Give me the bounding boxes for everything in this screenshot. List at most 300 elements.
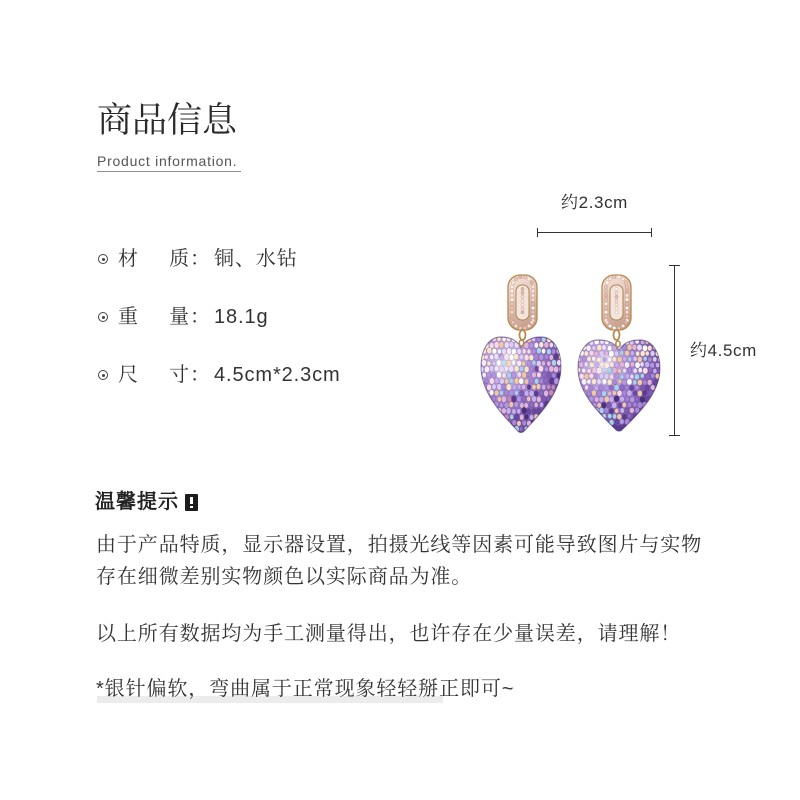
crystal [537, 348, 542, 354]
crystal [586, 413, 591, 419]
crystal [653, 357, 657, 362]
crystal [497, 432, 502, 438]
crystal [627, 402, 631, 407]
crystal [579, 408, 583, 413]
crystal [605, 385, 609, 390]
crystal [591, 413, 596, 419]
stud-crystal [521, 291, 524, 294]
crystal [608, 391, 612, 396]
crystal [597, 344, 602, 350]
stud-crystal [604, 306, 608, 310]
crystal [505, 426, 510, 432]
crystal [534, 402, 538, 407]
crystal [602, 379, 606, 385]
crystal [489, 378, 494, 385]
crystal [507, 372, 512, 378]
crystal [597, 403, 601, 408]
crystal [544, 342, 549, 348]
stud-crystal [604, 289, 608, 293]
crystal [512, 409, 516, 415]
crystal [524, 414, 528, 419]
crystal [544, 426, 548, 431]
stud-crystal [617, 275, 621, 279]
crystal [527, 408, 531, 414]
crystal [642, 390, 646, 395]
crystal [636, 351, 640, 356]
crystal [607, 402, 611, 408]
crystal [490, 427, 494, 433]
stud-crystal [510, 285, 514, 289]
crystal [589, 373, 594, 379]
crystal [479, 402, 484, 408]
crystal [499, 403, 503, 408]
crystal [580, 397, 584, 402]
crystal [658, 403, 662, 408]
stud-crystal [521, 311, 524, 314]
stud-crystal [523, 275, 527, 279]
crystal [620, 396, 625, 402]
crystal [618, 379, 622, 384]
stud-left [508, 275, 537, 330]
spec-value: 铜、水钻 [214, 248, 298, 270]
crystal [658, 413, 662, 418]
crystal [482, 372, 486, 377]
stud-crystal [531, 285, 535, 289]
stud-crystal [625, 285, 629, 289]
crystal [609, 420, 614, 426]
crystal [643, 380, 647, 385]
crystal [527, 349, 531, 354]
crystal [506, 408, 511, 415]
crystal [502, 373, 506, 379]
stud-crystal [514, 324, 518, 328]
crystal [620, 374, 624, 379]
crystal [542, 348, 546, 353]
crystal [522, 407, 527, 414]
crystal [651, 430, 655, 435]
crystal [614, 351, 618, 356]
crystal [607, 426, 611, 431]
crystal [546, 419, 551, 426]
crystal [497, 396, 501, 401]
crystal [645, 385, 650, 391]
crystal [539, 354, 544, 360]
crystal [643, 356, 647, 361]
crystal [524, 354, 529, 361]
crystal [504, 342, 509, 349]
crystal [559, 402, 563, 408]
crystal [619, 362, 624, 368]
crystal [524, 379, 528, 385]
bail [519, 340, 523, 346]
crystal [585, 385, 589, 390]
crystal [517, 349, 521, 355]
crystal [559, 426, 564, 432]
crystal [651, 373, 655, 378]
stud-crystal [531, 302, 535, 306]
crystal [517, 409, 521, 414]
crystal [509, 426, 513, 431]
crystal [602, 402, 607, 408]
crystal [517, 421, 521, 427]
crystal [539, 342, 544, 348]
stud-crystal [511, 321, 515, 325]
crystal [625, 408, 629, 413]
spec-colon: ： [190, 364, 211, 386]
crystal [595, 431, 599, 436]
crystal [645, 408, 649, 413]
crystal [509, 341, 514, 347]
crystal [499, 426, 504, 433]
crystal [599, 385, 604, 391]
crystal [584, 351, 588, 356]
crystal [502, 432, 506, 437]
crystal [599, 420, 604, 426]
crystal [630, 431, 634, 437]
crystal [635, 397, 639, 402]
crystal [576, 402, 580, 408]
crystal [527, 385, 531, 390]
crystal [545, 367, 549, 372]
crystal [594, 386, 598, 391]
crystal [655, 430, 660, 436]
stud-crystal [615, 303, 618, 306]
crystal [530, 402, 534, 407]
crystal [547, 432, 551, 437]
crystal [489, 390, 493, 396]
crystal [647, 401, 652, 407]
crystal [532, 360, 536, 365]
crystal [603, 425, 607, 430]
crystal [592, 346, 596, 351]
width-dimension-label: 约2.3cm [561, 193, 628, 212]
crystal [489, 413, 494, 420]
crystal [579, 362, 584, 368]
crystal [542, 384, 546, 390]
crystal [620, 408, 624, 413]
crystal [628, 414, 632, 419]
crystal [547, 384, 551, 389]
crystal [489, 402, 493, 408]
crystal [579, 419, 584, 425]
crystal [488, 408, 492, 413]
crystal [519, 366, 523, 372]
crystal [658, 346, 662, 351]
crystal [633, 368, 637, 373]
page-subtitle: Product information. [97, 153, 238, 169]
crystal [579, 431, 583, 436]
crystal [594, 351, 599, 357]
crystal [516, 396, 521, 402]
stud-crystal [604, 315, 608, 319]
stud-crystal [615, 307, 618, 310]
crystal [618, 403, 622, 408]
stud-crystal [615, 295, 618, 298]
stud-crystal [615, 311, 618, 314]
crystal [547, 372, 551, 377]
crystal [576, 414, 581, 420]
stud-crystal [521, 303, 524, 306]
crystal [549, 426, 553, 431]
crystal [584, 408, 589, 414]
spec-row-weight [98, 305, 269, 329]
stud-crystal [530, 281, 534, 285]
crystal [586, 345, 591, 351]
stud-crystal [605, 321, 609, 325]
crystal [612, 402, 617, 408]
spec-label [118, 363, 190, 387]
crystal [612, 356, 616, 361]
crystal [492, 408, 497, 414]
crystal [632, 425, 636, 430]
crystal [640, 373, 644, 378]
crystal [497, 420, 501, 426]
heart-pendant-left [479, 336, 564, 439]
crystal [610, 374, 614, 379]
crystal [544, 378, 548, 383]
crystal [482, 336, 486, 341]
exclamation-square-icon [185, 494, 198, 511]
stud-crystal [510, 302, 514, 306]
crystal [592, 424, 597, 430]
crystal [647, 379, 652, 385]
crystal [648, 357, 652, 363]
crystal [587, 356, 591, 361]
crystal [609, 408, 614, 414]
crystal [522, 372, 527, 378]
crystal [495, 426, 499, 431]
notice-line: 由于产品特质，显示器设置，拍摄光线等因素可能导致图片与实物 [96, 534, 703, 556]
crystal [532, 396, 537, 402]
stud-crystal [624, 281, 628, 285]
crystal [527, 432, 532, 438]
crystal [655, 396, 660, 402]
crystal [556, 336, 560, 342]
crystal [655, 419, 660, 425]
stud-right [602, 275, 631, 330]
crystal [647, 413, 652, 419]
crystal [604, 396, 609, 402]
bullet-center [102, 374, 105, 377]
crystal [487, 372, 491, 378]
crystal [658, 390, 663, 396]
crystal [552, 336, 556, 341]
crystal [554, 402, 558, 408]
crystal [511, 372, 516, 379]
crystal [627, 367, 632, 373]
crystal [549, 402, 553, 407]
crystal [589, 385, 593, 390]
crystal [527, 372, 531, 377]
crystal [653, 425, 658, 431]
crystal [549, 366, 554, 373]
stud-crystal [604, 294, 608, 298]
crystal [633, 380, 637, 385]
crystal [554, 425, 559, 432]
crystal [520, 414, 524, 420]
exclamation-dot [190, 506, 192, 508]
crystal [658, 425, 663, 431]
crystal [521, 361, 525, 366]
notice-heading [95, 490, 198, 514]
stud-crystal [531, 298, 535, 302]
crystal [529, 379, 533, 384]
crystal [495, 390, 500, 396]
crystal [551, 385, 555, 390]
crystal [485, 355, 489, 360]
crystal [556, 420, 561, 427]
crystal [517, 384, 521, 389]
crystal [643, 367, 648, 374]
crystal [635, 431, 639, 436]
crystal [650, 408, 655, 414]
width-dimension-cap-right [651, 228, 652, 237]
crystal [604, 407, 609, 413]
crystal [589, 431, 593, 436]
crystal [519, 427, 523, 432]
crystal [604, 431, 609, 437]
crystal [648, 425, 652, 430]
crystal [511, 395, 516, 402]
stud-crystal [510, 294, 514, 298]
crystal [587, 379, 591, 384]
page-title: 商品信息 [97, 101, 238, 140]
crystal [527, 361, 531, 367]
crystal [581, 378, 586, 384]
stud-crystal [521, 295, 524, 298]
crystal [507, 396, 512, 402]
crystal [480, 391, 484, 396]
stud-crystal [612, 275, 616, 279]
stud-crystal [510, 289, 514, 293]
crystal [530, 366, 534, 372]
crystal [537, 432, 541, 437]
stud-crystal [511, 281, 515, 285]
crystal [493, 421, 497, 426]
crystal [579, 339, 583, 344]
crystal [542, 361, 546, 366]
crystal [549, 415, 553, 420]
spec-colon: ： [190, 248, 211, 270]
exclamation-bar [190, 497, 192, 505]
crystal [556, 407, 561, 414]
crystal [515, 390, 519, 395]
crystal [630, 351, 634, 356]
crystal [522, 420, 526, 426]
crystal [559, 342, 563, 347]
stud-crystal [604, 302, 608, 306]
stud-crystal [608, 277, 612, 281]
crystal [487, 432, 491, 437]
crystal [633, 402, 637, 407]
crystal [589, 350, 594, 356]
stud-crystal [605, 281, 609, 285]
crystal [502, 420, 507, 426]
heart-pendant-right [576, 339, 663, 437]
crystal [633, 356, 637, 361]
crystal [522, 396, 527, 402]
notice-line: 存在细微差别实物颜色以实际商品为准。 [96, 566, 473, 588]
crystal [535, 366, 539, 371]
crystal [613, 414, 617, 419]
crystal [582, 368, 586, 373]
crystal [540, 415, 544, 420]
crystal [635, 362, 640, 368]
crystal [499, 341, 504, 348]
crystal [484, 402, 489, 408]
crystal [532, 349, 536, 354]
crystal [512, 431, 517, 438]
crystal [582, 356, 586, 361]
crystal [642, 413, 647, 419]
crystal [540, 391, 544, 396]
crystal [609, 396, 614, 402]
crystal [627, 390, 632, 397]
crystal [534, 342, 538, 348]
crystal [646, 430, 650, 436]
stud-crystal [527, 277, 531, 281]
crystal [497, 384, 502, 391]
stud-crystal [518, 326, 522, 330]
crystal [492, 384, 496, 390]
stud-crystal [604, 285, 608, 289]
crystal [506, 432, 511, 439]
stud-crystal [625, 289, 629, 293]
crystal [614, 373, 619, 379]
spec-value: 18.1g [214, 306, 269, 328]
crystal [540, 402, 544, 407]
crystal [628, 357, 632, 362]
stud-crystal [531, 310, 535, 314]
crystal [589, 407, 594, 413]
crystal [494, 414, 499, 421]
crystal [634, 374, 639, 380]
crystal [582, 425, 586, 430]
crystal [638, 425, 642, 430]
crystal [630, 419, 635, 425]
crystal [509, 390, 513, 395]
stud-crystal [617, 326, 621, 330]
crystal [655, 408, 660, 414]
crystal [529, 415, 533, 421]
crystal [538, 365, 543, 372]
crystal [592, 356, 596, 361]
crystal [608, 414, 612, 419]
stud-crystal [531, 289, 535, 293]
stud-crystal [615, 299, 618, 302]
crystal [519, 378, 524, 384]
stud-crystal [510, 306, 514, 310]
crystal [482, 396, 486, 401]
crystal [599, 396, 604, 402]
stud-crystal [521, 307, 524, 310]
stud-crystal [621, 324, 625, 328]
crystal [504, 390, 509, 396]
crystal [632, 344, 637, 350]
crystal [582, 402, 586, 407]
crystal [554, 354, 558, 360]
crystal [635, 385, 639, 390]
crystal [643, 425, 647, 430]
crystal [640, 385, 644, 390]
crystal [624, 362, 629, 368]
crystal [537, 396, 542, 402]
crystal [549, 342, 553, 347]
crystal [532, 384, 536, 390]
stud-crystal [530, 321, 534, 325]
crystal [627, 344, 632, 350]
crystal [559, 414, 563, 420]
